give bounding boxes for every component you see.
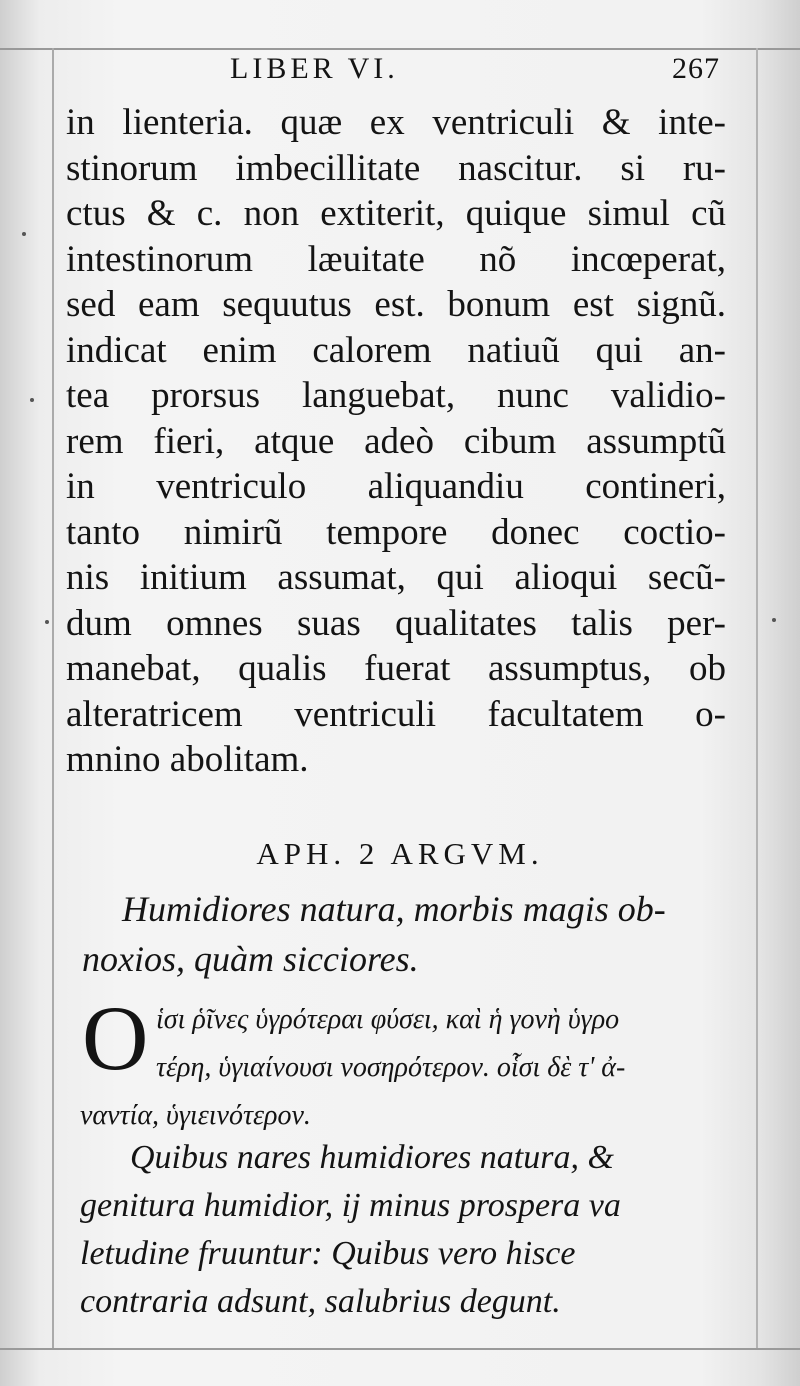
text-line: manebat, qualis fuerat assumptus, ob bbox=[66, 648, 726, 689]
text-line: rem fieri, atque adeò cibum assumptũ bbox=[66, 420, 726, 462]
text-line: indicat enim calorem natiuũ qui an- bbox=[66, 329, 726, 371]
greek-aphorism-text bbox=[80, 996, 740, 1140]
running-title: LIBER VI. bbox=[230, 52, 399, 85]
text-line: nis initium assumat, qui alioqui secũ- bbox=[66, 557, 726, 598]
running-header bbox=[70, 50, 720, 96]
argument-line: Humidiores natura, morbis magis ob- bbox=[122, 889, 666, 929]
greek-line: ἱσι ῥῖνες ὑγρότεραι φύσει, καὶ ἡ γονὴ ὑγρο bbox=[156, 1004, 620, 1035]
text-line: dum omnes suas qualitates talis per- bbox=[66, 602, 726, 644]
text-line: in lienteria. quæ ex ventriculi & inte- bbox=[66, 102, 726, 143]
page-frame-bottom-rule bbox=[0, 1348, 800, 1350]
commentary-paragraph bbox=[66, 100, 726, 783]
text-line: mnino abolitam. bbox=[66, 739, 309, 780]
page-number: 267 bbox=[672, 52, 720, 85]
ink-speck bbox=[22, 232, 26, 236]
ink-speck bbox=[30, 398, 34, 402]
text-line: tea prorsus languebat, nunc validio- bbox=[66, 375, 726, 416]
aphorism-argument bbox=[82, 884, 732, 984]
ink-speck bbox=[45, 620, 49, 624]
text-line: alteratricem ventriculi facultatem o- bbox=[66, 693, 726, 735]
text-line: sed eam sequutus est. bonum est signũ. bbox=[66, 284, 726, 325]
text-line: ctus & c. non extiterit, quique simul cũ bbox=[66, 193, 726, 234]
latin-line: genitura humidior, ij minus prospera va bbox=[80, 1187, 621, 1224]
drop-cap-initial: O bbox=[82, 987, 149, 1089]
text-line: stinorum imbecillitate nascitur. si ru- bbox=[66, 147, 726, 189]
text-line: intestinorum læuitate nõ incœperat, bbox=[66, 238, 726, 280]
page-frame-left-rule bbox=[52, 48, 54, 1348]
greek-line: ναντία, ὑγιεινότερον. bbox=[80, 1100, 311, 1131]
latin-line: Quibus nares humidiores natura, & bbox=[130, 1139, 614, 1176]
text-line: tanto nimirũ tempore donec coctio- bbox=[66, 511, 726, 553]
latin-translation bbox=[80, 1134, 740, 1326]
latin-line: letudine fruuntur: Quibus vero hisce bbox=[80, 1235, 576, 1272]
argument-line: noxios, quàm sicciores. bbox=[82, 939, 419, 979]
page-frame-right-rule bbox=[756, 48, 758, 1348]
text-line: in ventriculo aliquandiu contineri, bbox=[66, 466, 726, 507]
aphorism-heading: APH. 2 ARGVM. bbox=[256, 836, 544, 871]
latin-line: contraria adsunt, salubrius degunt. bbox=[80, 1283, 561, 1320]
greek-line: τέρη, ὑγιαίνουσι νοσηρότερον. οἷσι δὲ τ' ἀ- bbox=[156, 1052, 626, 1083]
ink-speck bbox=[772, 618, 776, 622]
